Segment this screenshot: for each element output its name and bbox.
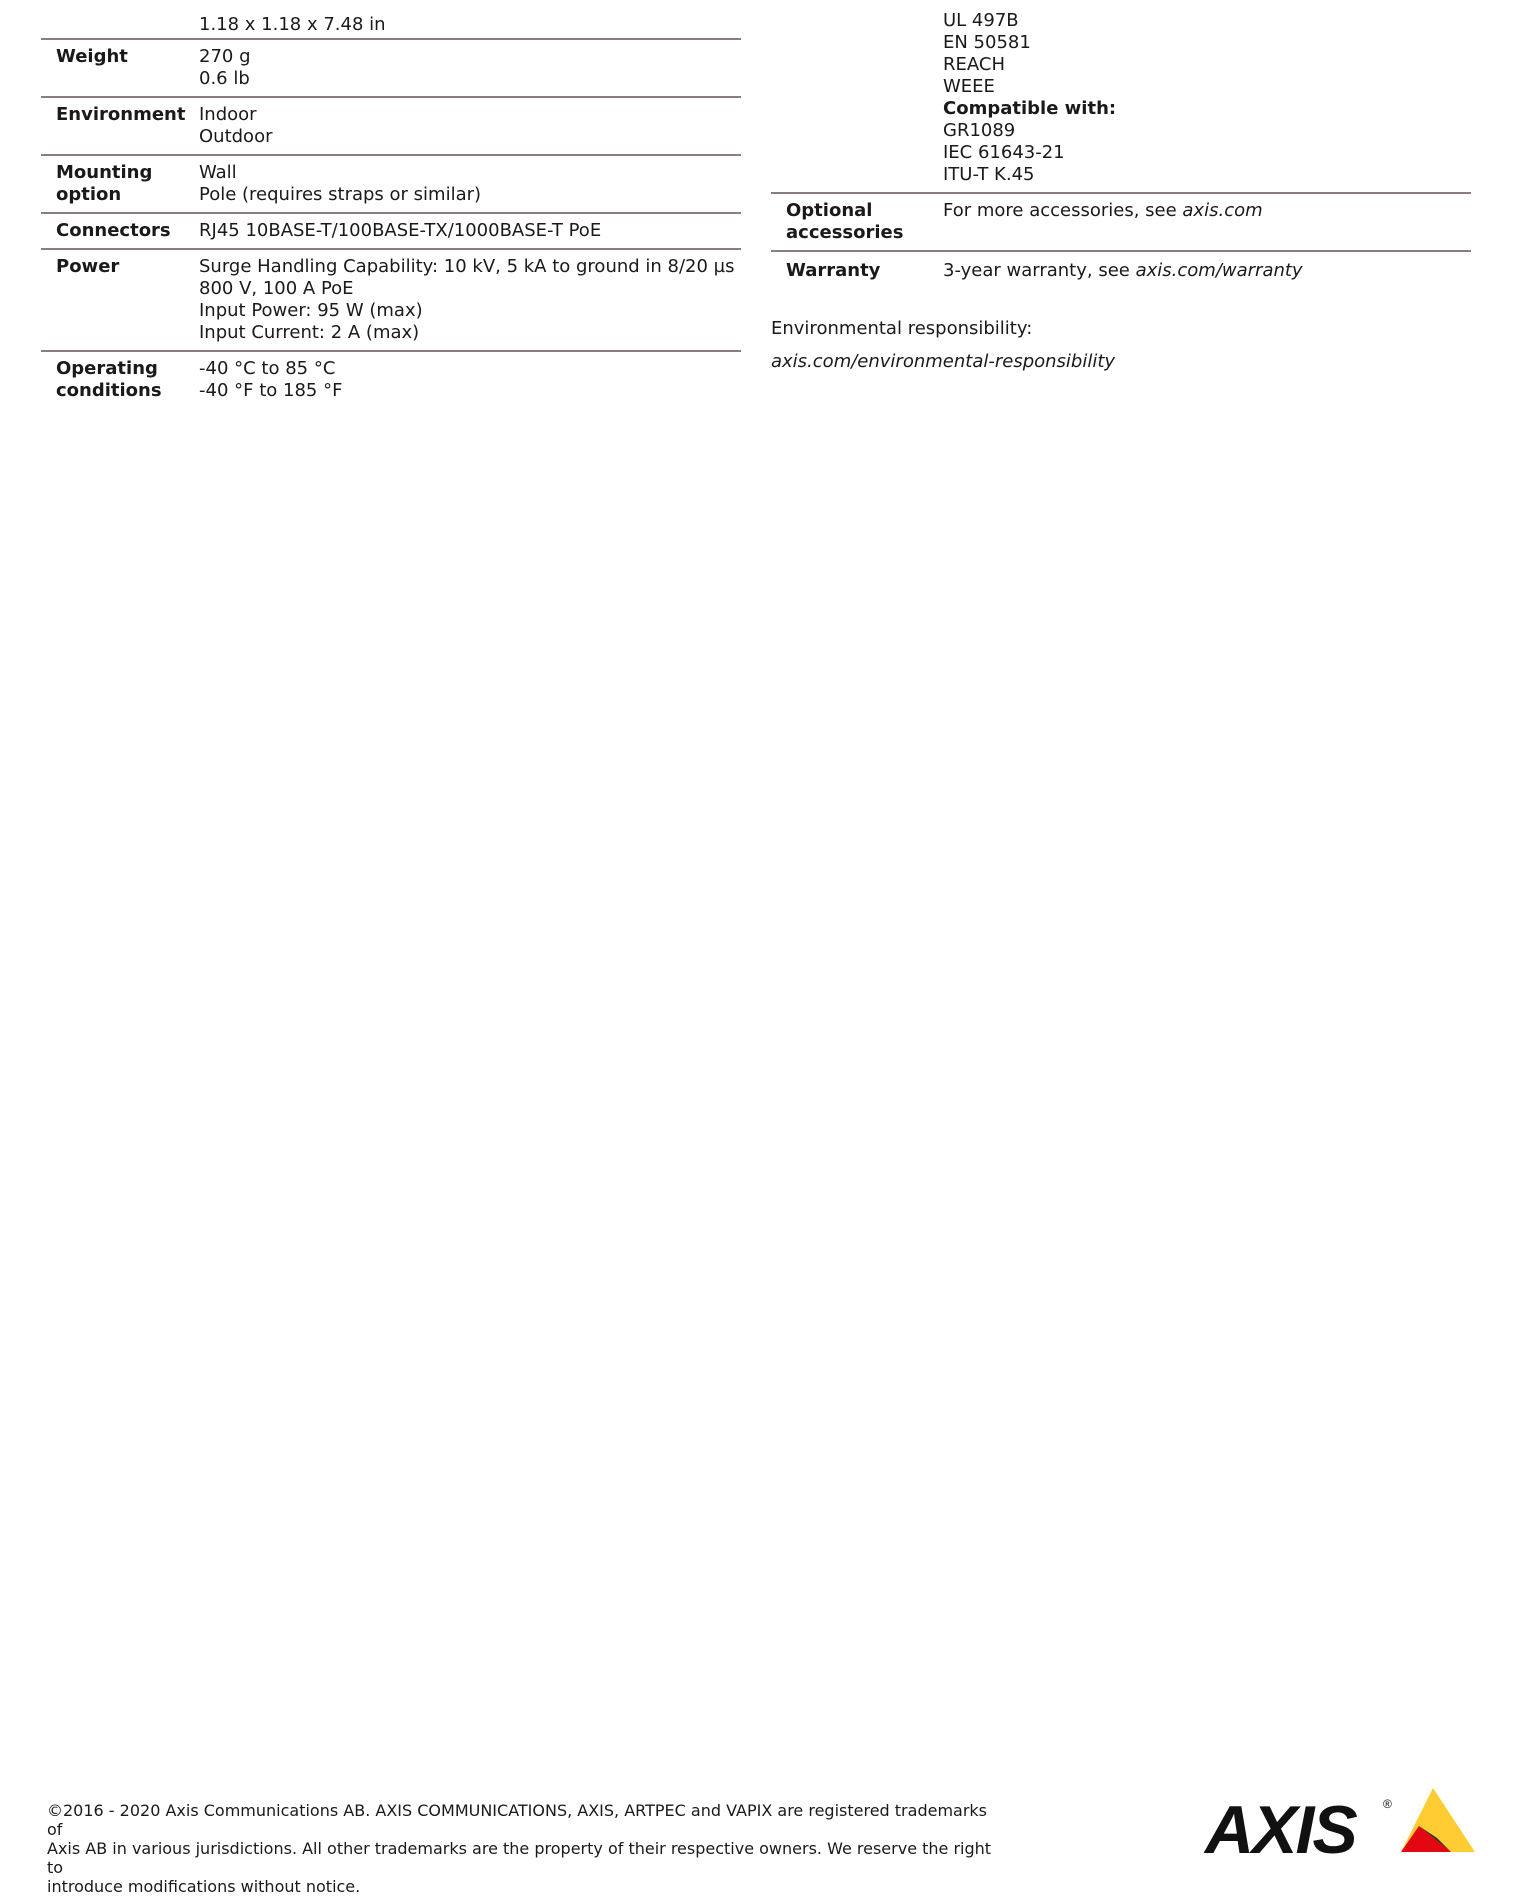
spec-value: RJ45 10BASE-T/100BASE-TX/1000BASE-T PoE xyxy=(199,220,602,241)
environmental-responsibility-label: Environmental responsibility: xyxy=(771,318,1033,339)
spec-value: Pole (requires straps or similar) xyxy=(199,184,482,205)
copyright-line: Axis AB in various jurisdictions. All other trademarks are the property of their respective owners. We reserve the right to xyxy=(47,1839,992,1877)
spec-row-operating-conditions xyxy=(41,352,741,408)
spec-value: Wall xyxy=(199,162,237,183)
spec-value: Input Power: 95 W (max) xyxy=(199,300,423,321)
compatible-heading: Compatible with: xyxy=(943,98,1117,119)
spec-row-environment xyxy=(41,98,741,156)
copyright-line: introduce modifications without notice. xyxy=(47,1877,361,1896)
spec-value: 800 V, 100 A PoE xyxy=(199,278,354,299)
dimensions-row-continuation xyxy=(41,0,741,40)
spec-row-warranty xyxy=(771,252,1471,288)
spec-row-approvals-continuation xyxy=(771,0,1471,194)
approval-item: UL 497B xyxy=(943,10,1019,31)
left-spec-table xyxy=(41,0,741,408)
spec-label: Optional xyxy=(786,200,873,221)
right-spec-table xyxy=(771,0,1471,288)
spec-value: 270 g xyxy=(199,46,251,67)
spec-row-power xyxy=(41,250,741,352)
spec-label: Weight xyxy=(56,46,128,67)
approval-item: EN 50581 xyxy=(943,32,1031,53)
warranty-link[interactable]: axis.com/warranty xyxy=(1135,260,1303,281)
spec-row-mounting-option xyxy=(41,156,741,214)
axis-logo-mark xyxy=(1205,1786,1475,1868)
compatible-item: GR1089 xyxy=(943,120,1016,141)
spec-value: For more accessories, see xyxy=(943,200,1183,221)
spec-value: Input Current: 2 A (max) xyxy=(199,322,420,343)
axis-logo xyxy=(1205,1786,1475,1868)
spec-row-connectors xyxy=(41,214,741,250)
spec-value: -40 °C to 85 °C xyxy=(199,358,336,379)
spec-value: -40 °F to 185 °F xyxy=(199,380,343,401)
copyright-footer xyxy=(47,1801,1007,1896)
dimensions-inches: 1.18 x 1.18 x 7.48 in xyxy=(199,14,386,35)
axis-wordmark: AXIS xyxy=(1205,1792,1356,1868)
copyright-line: ©2016 - 2020 Axis Communications AB. AXIS COMMUNICATIONS, AXIS, ARTPEC and VAPIX are registered trademarks of xyxy=(47,1801,988,1839)
spec-label: Environment xyxy=(56,104,186,125)
spec-row-optional-accessories xyxy=(771,194,1471,252)
spec-label: Mounting option xyxy=(56,162,153,205)
spec-row-weight xyxy=(41,40,741,98)
approval-item: WEEE xyxy=(943,76,995,97)
accessories-link[interactable]: axis.com xyxy=(1182,200,1263,221)
spec-label: Operating xyxy=(56,358,158,379)
spec-label: accessories xyxy=(786,222,904,243)
spec-value: Indoor xyxy=(199,104,257,125)
spec-label: conditions xyxy=(56,380,162,401)
environmental-responsibility-link[interactable]: axis.com/environmental-responsibility xyxy=(771,351,1116,372)
registered-mark: ® xyxy=(1383,1797,1392,1811)
spec-value: 0.6 lb xyxy=(199,68,250,89)
spec-value: Surge Handling Capability: 10 kV, 5 kA to ground in 8/20 µs xyxy=(199,256,735,277)
spec-value: Outdoor xyxy=(199,126,273,147)
approval-item: REACH xyxy=(943,54,1005,75)
compatible-item: IEC 61643-21 xyxy=(943,142,1065,163)
spec-label: Connectors xyxy=(56,220,171,241)
spec-label: Warranty xyxy=(786,260,881,281)
compatible-item: ITU-T K.45 xyxy=(943,164,1035,185)
spec-label: Power xyxy=(56,256,120,277)
spec-value: 3-year warranty, see xyxy=(943,260,1136,281)
